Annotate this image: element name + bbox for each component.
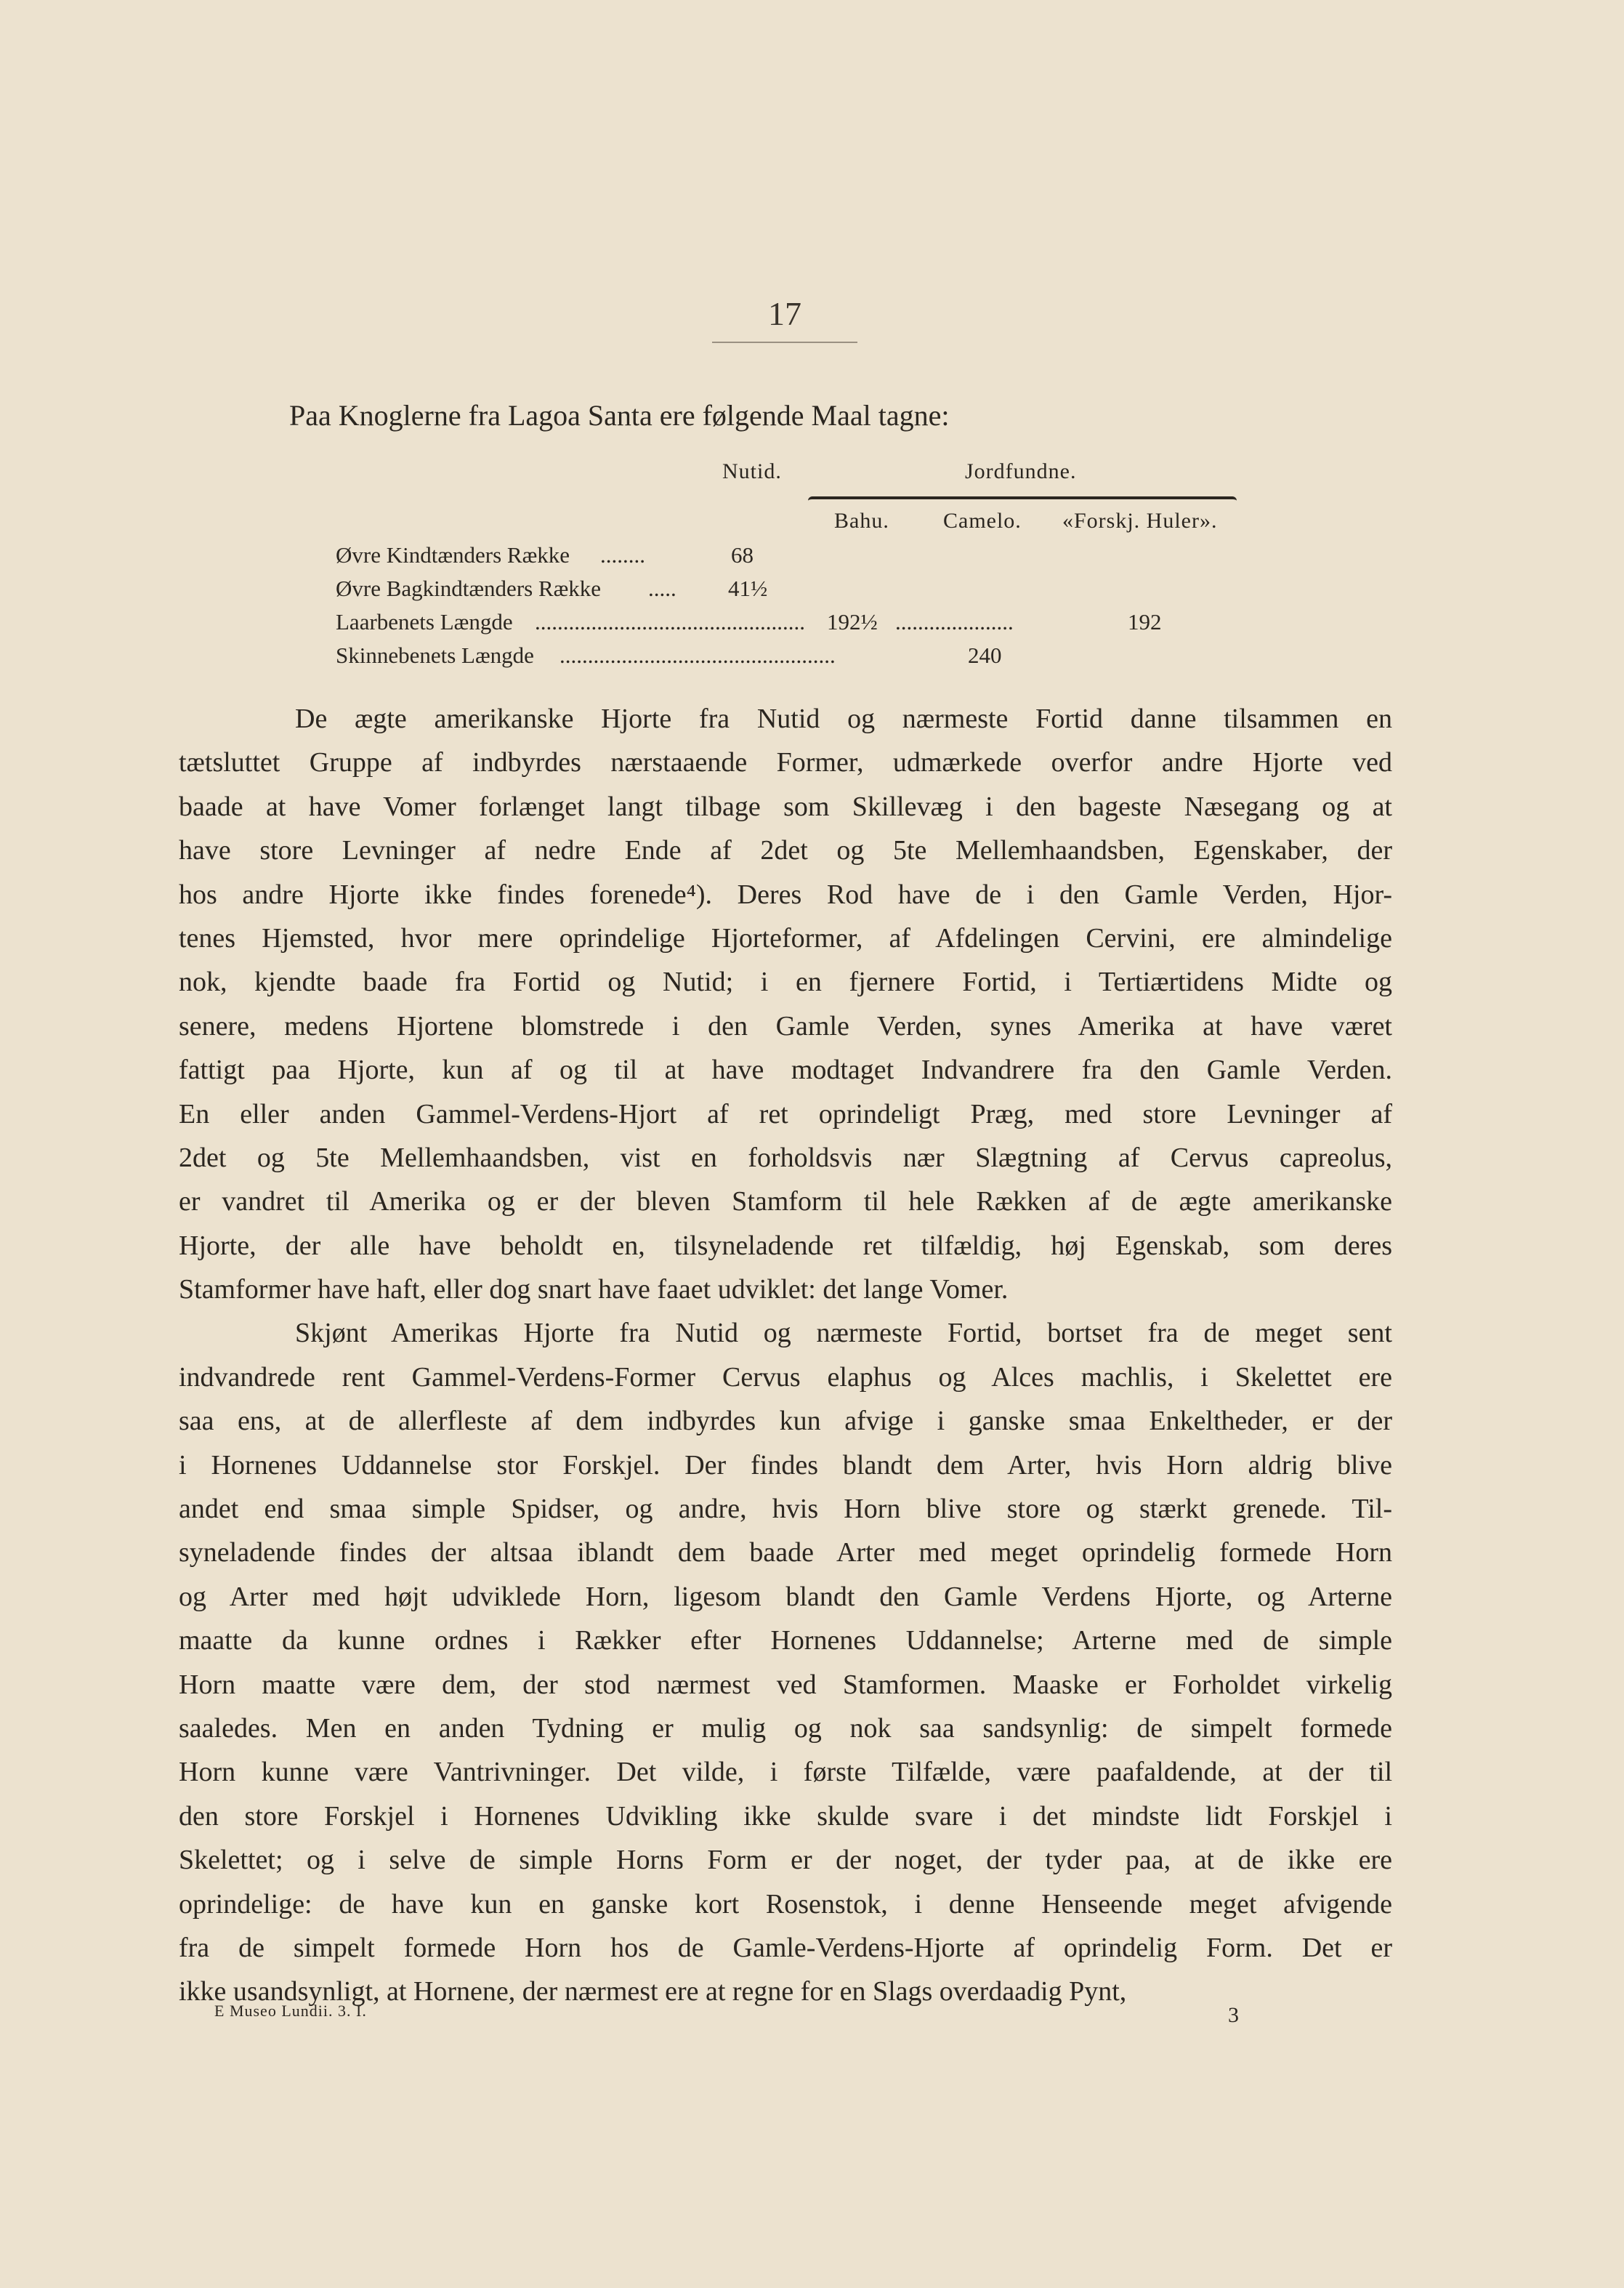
text-line: oprindelige: de have kun en ganske kort Rosenstok, i denne Henseende meget afvigende [179,1888,1392,1920]
text-line: tenes Hjemsted, hvor mere oprindelige Hjorteformer, af Afdelingen Cervini, ere almindelige [179,922,1392,954]
text-line: have store Levninger af nedre Ende af 2det og 5te Mellemhaandsben, Egenskaber, der [179,835,1392,866]
row-leader-dots: ........ [600,542,645,568]
text-line: hos andre Hjorte ikke findes forenede⁴). Deres Rod have de i den Gamle Verden, Hjor- [179,879,1392,910]
subheader-bahu: Bahu. [834,509,889,533]
text-line: nok, kjendte baade fra Fortid og Nutid; i en fjernere Fortid, i Tertiærtidens Midte og [179,967,1392,998]
header-brace [808,496,1237,505]
row-label: Laarbenets Længde [336,609,513,635]
text-line: baade at have Vomer forlænget langt tilbage som Skillevæg i den bageste Næsegang og at [179,791,1392,822]
subheader-forskj: «Forskj. Huler». [1062,509,1218,533]
page-number: 17 [768,295,801,332]
text-line: fra de simpelt formede Horn hos de Gamle-Verdens-Hjorte af oprindelig Form. Det er [179,1932,1392,1963]
signature-mark: 3 [1228,2003,1239,2027]
text-line: indvandrede rent Gammel-Verdens-Former Cervus elaphus og Alces machlis, i Skelettet ere [179,1361,1392,1393]
subheader-camelo: Camelo. [943,509,1022,533]
header-nutid: Nutid. [722,459,782,483]
intro-sentence: Paa Knoglerne fra Lagoa Santa ere følgende Maal tagne: [289,399,950,432]
row-leader-dots: ................................................ [535,609,805,635]
text-line: andet end smaa simple Spidser, og andre, hvis Horn blive store og stærkt grenede. Til- [179,1494,1392,1525]
text-line: syneladende findes der altsaa iblandt dem baade Arter med meget oprindelig formede Horn [179,1537,1392,1568]
header-jordfundne: Jordfundne. [965,459,1077,483]
row-leader-dots: ..... [648,576,676,601]
text-line: Hjorte, der alle have beholdt en, tilsyneladende ret tilfældig, høj Egenskab, som deres [179,1230,1392,1261]
row-value-bahu: 192½ [827,609,878,635]
text-line: Horn kunne være Vantrivninger. Det vilde, i første Tilfælde, være paafaldende, at der til [179,1757,1392,1788]
text-line: saaledes. Men en anden Tydning er mulig og nok saa sandsynlig: de simpelt formede [179,1712,1392,1744]
body-text [179,697,1392,2014]
row-leader-dots: ..................... [895,609,1014,635]
row-value-nutid: 68 [731,542,754,568]
page-number-rule [712,342,857,343]
row-leader-dots: ................................................. [559,643,836,668]
text-line: Skjønt Amerikas Hjorte fra Nutid og nærmeste Fortid, bortset fra de meget sent [295,1318,1392,1349]
text-line: tætsluttet Gruppe af indbyrdes nærstaaende Former, udmærkede overfor andre Hjorte ved [179,747,1392,778]
text-line: Stamformer have haft, eller dog snart have faaet udviklet: det lange Vomer. [179,1274,1009,1305]
row-value-nutid: 41½ [728,576,768,601]
text-line: 2det og 5te Mellemhaandsben, vist en forholdsvis nær Slægtning af Cervus capreolus, [179,1142,1392,1173]
text-line: og Arter med højt udviklede Horn, ligesom blandt den Gamle Verdens Hjorte, og Arterne [179,1581,1392,1612]
text-line: En eller anden Gammel-Verdens-Hjort af ret oprindeligt Præg, med store Levninger af [179,1098,1392,1129]
row-value-camelo: 240 [968,643,1002,668]
row-label: Øvre Bagkindtænders Række [336,576,602,601]
text-line: saa ens, at de allerfleste af dem indbyrdes kun afvige i ganske smaa Enkeltheder, er der [179,1406,1392,1437]
text-line: Skelettet; og i selve de simple Horns Form er der noget, der tyder paa, at de ikke ere [179,1845,1392,1876]
row-value-forskj: 192 [1128,609,1162,635]
text-line: er vandret til Amerika og er der bleven Stamform til hele Rækken af de ægte amerikanske [179,1186,1392,1217]
text-line: i Hornenes Uddannelse stor Forskjel. Der findes blandt dem Arter, hvis Horn aldrig blive [179,1449,1392,1481]
signature-line: E Museo Lundii. 3. I. [214,2002,367,2020]
row-label: Skinnebenets Længde [336,643,534,668]
text-line: De ægte amerikanske Hjorte fra Nutid og nærmeste Fortid danne tilsammen en [295,704,1392,734]
row-label: Øvre Kindtænders Række [336,542,570,568]
text-line: den store Forskjel i Hornenes Udvikling ikke skulde svare i det mindste lidt Forskjel i [179,1800,1392,1832]
text-line: Horn maatte være dem, der stod nærmest ved Stamformen. Maaske er Forholdet virkelig [179,1669,1392,1700]
text-line: senere, medens Hjortene blomstrede i den Gamle Verden, synes Amerika at have været [179,1010,1392,1042]
text-line: ikke usandsynligt, at Hornene, der nærmest ere at regne for en Slags overdaadig Pynt, [179,1976,1127,2007]
text-line: fattigt paa Hjorte, kun af og til at have modtaget Indvandrere fra den Gamle Verden. [179,1055,1392,1086]
text-line: maatte da kunne ordnes i Rækker efter Hornenes Uddannelse; Arterne med de simple [179,1625,1392,1656]
